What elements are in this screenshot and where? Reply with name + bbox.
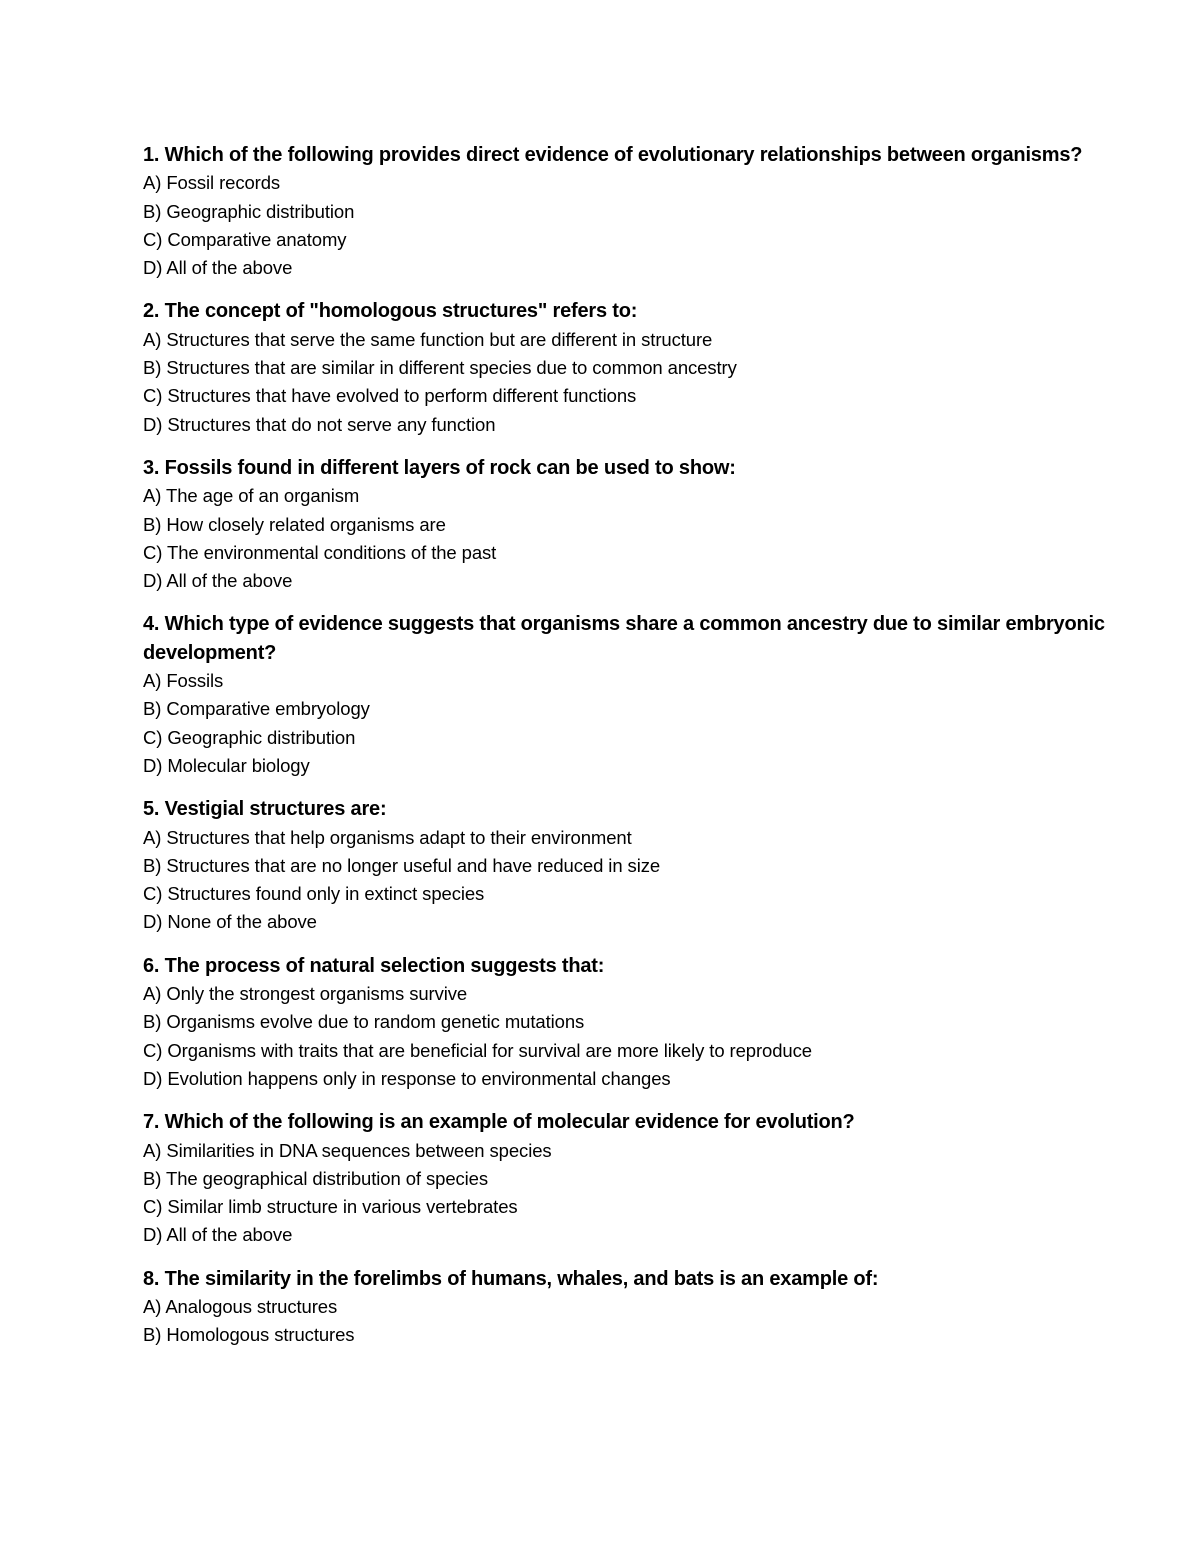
- option-c: C) Geographic distribution: [143, 726, 356, 748]
- option-c: C) Comparative anatomy: [143, 228, 347, 250]
- option-a: A) Analogous structures: [143, 1295, 338, 1317]
- option-b: B) Structures that are similar in different species due to common ancestry: [143, 357, 737, 379]
- option-d: D) Structures that do not serve any function: [143, 413, 496, 435]
- question-text: 1. Which of the following provides direct evidence of evolutionary relationships between organisms?: [143, 144, 1083, 166]
- option-d: D) All of the above: [143, 570, 293, 592]
- option-b: B) How closely related organisms are: [143, 513, 446, 535]
- option-d: D) Molecular biology: [143, 754, 310, 776]
- option-a: A) Structures that help organisms adapt to their environment: [143, 826, 632, 848]
- question-text: 8. The similarity in the forelimbs of humans, whales, and bats is an example of:: [143, 1267, 879, 1290]
- option-c: C) Structures found only in extinct species: [143, 883, 485, 905]
- question-6: [143, 952, 1143, 1093]
- option-b: B) The geographical distribution of species: [143, 1167, 489, 1189]
- option-c: C) The environmental conditions of the past: [143, 541, 497, 563]
- question-text: 6. The process of natural selection suggests that:: [143, 954, 605, 977]
- option-d: D) Evolution happens only in response to environmental changes: [143, 1067, 671, 1089]
- option-d: D) All of the above: [143, 1224, 293, 1246]
- question-5: [143, 795, 1143, 936]
- option-a: A) Similarities in DNA sequences between species: [143, 1139, 552, 1161]
- option-a: A) The age of an organism: [143, 485, 360, 507]
- option-b: B) Organisms evolve due to random genetic mutations: [143, 1011, 585, 1033]
- option-c: C) Organisms with traits that are beneficial for survival are more likely to reproduce: [143, 1039, 812, 1061]
- option-a: A) Fossils: [143, 670, 224, 692]
- question-text: 4. Which type of evidence suggests that organisms share a common ancestry due to similar embryonic development?: [143, 613, 1105, 664]
- option-a: A) Structures that serve the same function but are different in structure: [143, 328, 713, 350]
- question-1: [143, 141, 1143, 282]
- question-text: 2. The concept of "homologous structures" refers to:: [143, 300, 638, 323]
- option-a: A) Fossil records: [143, 172, 281, 194]
- option-a: A) Only the strongest organisms survive: [143, 983, 468, 1005]
- question-7: [143, 1108, 1143, 1249]
- question-2: [143, 297, 1143, 438]
- question-4: [143, 610, 1143, 780]
- question-3: [143, 454, 1143, 595]
- question-text: 5. Vestigial structures are:: [143, 798, 387, 821]
- option-b: B) Comparative embryology: [143, 698, 370, 720]
- option-c: C) Structures that have evolved to perform different functions: [143, 385, 637, 407]
- question-8: [143, 1265, 1143, 1350]
- option-d: D) All of the above: [143, 257, 293, 279]
- option-d: D) None of the above: [143, 911, 317, 933]
- question-text: 3. Fossils found in different layers of rock can be used to show:: [143, 456, 736, 479]
- option-b: B) Structures that are no longer useful and have reduced in size: [143, 854, 661, 876]
- option-c: C) Similar limb structure in various vertebrates: [143, 1196, 518, 1218]
- option-b: B) Geographic distribution: [143, 200, 355, 222]
- question-text: 7. Which of the following is an example of molecular evidence for evolution?: [143, 1111, 855, 1134]
- option-b: B) Homologous structures: [143, 1324, 355, 1346]
- document-page: [143, 141, 1143, 1365]
